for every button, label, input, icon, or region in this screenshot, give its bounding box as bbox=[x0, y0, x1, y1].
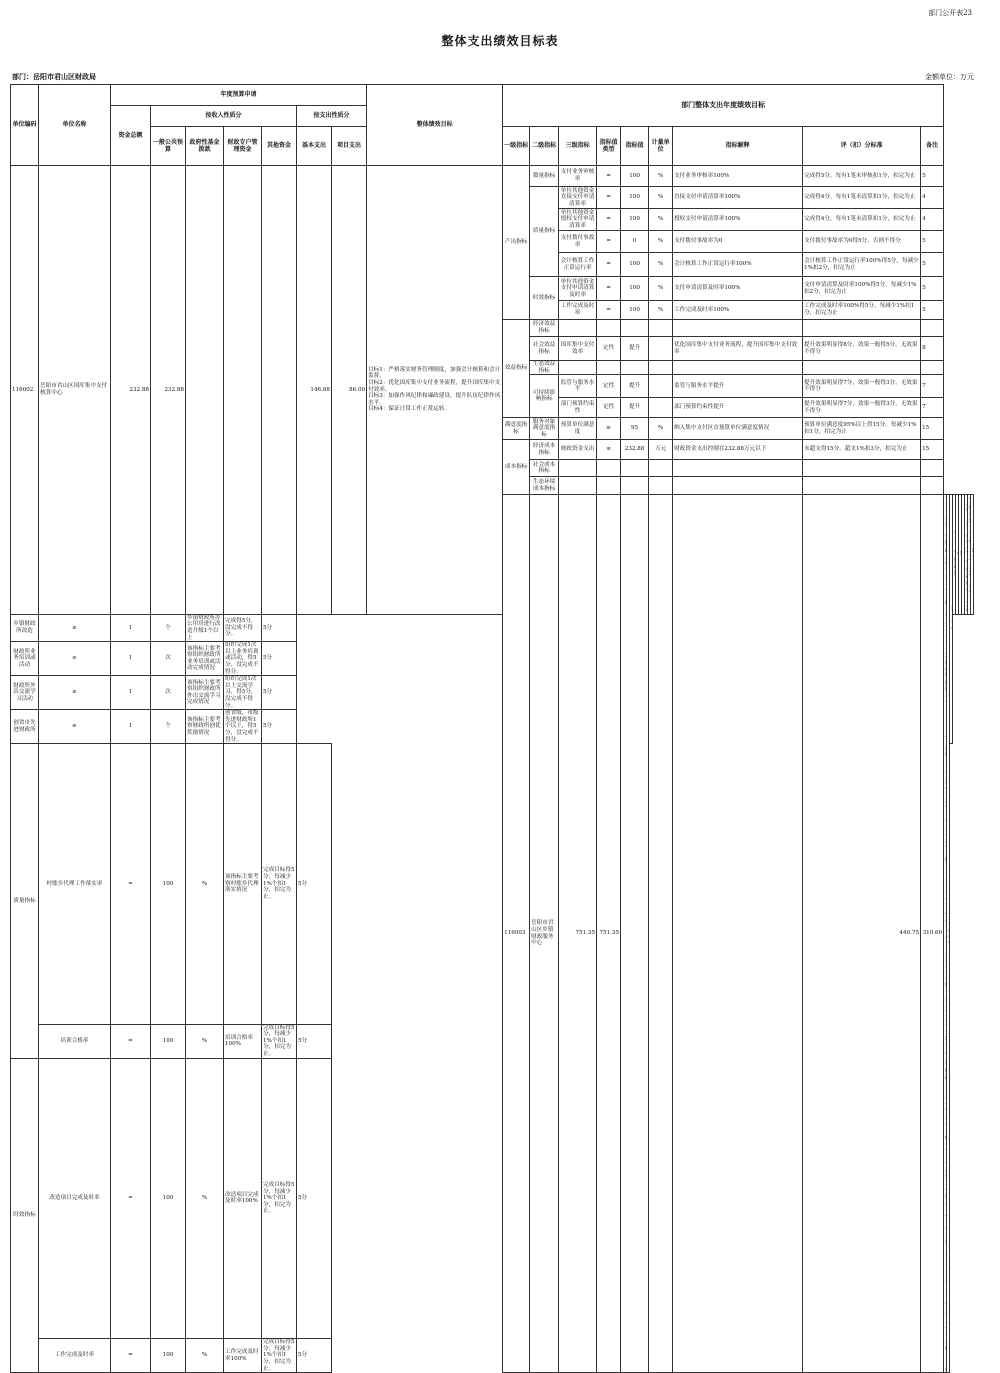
measure-unit: % bbox=[649, 301, 673, 320]
lvl3-indicator: 部门预算约束性 bbox=[559, 398, 597, 418]
score-standard: 提升效果明显得7分，效果一般得3分，无效果不得分 bbox=[803, 398, 921, 418]
score-standard: 未超支得15分，超支1%扣3分，扣完为止 bbox=[803, 440, 921, 460]
score-standard: 组织完成1次以上业务培训或活动，得5分，没完成不得分。 bbox=[224, 642, 262, 676]
header-general: 一般公共预算 bbox=[151, 127, 186, 166]
unit-code: 116003 bbox=[503, 495, 530, 1373]
performance-target-table bbox=[10, 84, 974, 1373]
score-standard: 支付申请清算及时率100%得5分，每减少1%扣2分，扣完为止 bbox=[803, 277, 921, 301]
lvl3-indicator: 国库集中支付效率 bbox=[559, 337, 597, 361]
header-lvl1: 一级指标 bbox=[503, 127, 530, 166]
score-standard: 完成目标得5分，每减少1%个扣1分，扣完为止。 bbox=[262, 744, 297, 1025]
header-overall-goal: 整体绩效目标 bbox=[367, 85, 503, 166]
lvl3-indicator: 支付拨付事故率 bbox=[559, 231, 597, 253]
indicator-type: = bbox=[597, 301, 621, 320]
indicator-explain: 该指标主要考察财政所创优奖励情况 bbox=[186, 710, 224, 744]
lvl2-social-benefit: 社会效益指标 bbox=[530, 337, 559, 361]
score-standard: 完成得5分，每有1笔未审核扣1分，扣完为止 bbox=[803, 166, 921, 187]
header-remark: 备注 bbox=[921, 127, 944, 166]
score-standard: 完成目标得5分，每减少1%个扣1分，扣完为止。 bbox=[262, 1058, 297, 1339]
lvl3-indicator: 工作完成及时率 bbox=[559, 301, 597, 320]
measure-unit: % bbox=[649, 231, 673, 253]
indicator-explain: 纳入集中支付区直预算单位满意度情况 bbox=[673, 418, 803, 440]
remark: 5 bbox=[921, 253, 944, 277]
lvl2-timeliness: 时效指标 bbox=[11, 1058, 39, 1373]
indicator-value: 100 bbox=[151, 1024, 186, 1058]
header-total: 资金总额 bbox=[111, 106, 151, 166]
indicator-type: 定性 bbox=[597, 375, 621, 398]
gov-fund-amount bbox=[186, 166, 224, 615]
unit-code: 116002 bbox=[11, 166, 39, 615]
lvl3-indicator: 培训合格率 bbox=[39, 1024, 111, 1058]
table-row bbox=[11, 166, 974, 187]
score-standard: 会计核算工作正常运行率100%得5分，每减少1%扣2分，扣完为止 bbox=[803, 253, 921, 277]
indicator-type: = bbox=[597, 231, 621, 253]
header-lvl2: 二级指标 bbox=[530, 127, 559, 166]
indicator-value: 100 bbox=[151, 744, 186, 1025]
measure-unit bbox=[649, 375, 673, 398]
measure-unit bbox=[649, 337, 673, 361]
score-standard: 完成目标得5分，每减少1%个扣1分，扣完为止。 bbox=[263, 1024, 295, 1058]
lvl1-cost: 成本指标 bbox=[503, 440, 530, 495]
lvl3-indicator: 村账乡代理工作落实率 bbox=[39, 744, 111, 1025]
indicator-value: 0 bbox=[621, 231, 649, 253]
measure-unit: % bbox=[649, 209, 673, 231]
indicator-value: 1 bbox=[111, 676, 151, 710]
lvl2-social-cost: 社会成本指标 bbox=[530, 460, 559, 477]
lvl3-indicator: 改造项目完成及时率 bbox=[39, 1058, 111, 1339]
indicator-type: = bbox=[597, 166, 621, 187]
lvl2-quantity: 数量指标 bbox=[530, 166, 559, 187]
indicator-explain: 该指标主要考察村账乡代理落实情况 bbox=[224, 744, 262, 1025]
fin-special-amount bbox=[224, 166, 262, 615]
indicator-explain: 改造项目完成及时率100% bbox=[224, 1058, 262, 1339]
lvl2-eco-cost: 生态环境成本指标 bbox=[530, 477, 559, 495]
lvl3-indicator: 监管与服务水平 bbox=[559, 375, 597, 398]
measure-unit: % bbox=[649, 187, 673, 209]
measure-unit: 次 bbox=[151, 676, 186, 710]
indicator-explain: 部门预算约束性提升 bbox=[673, 398, 803, 418]
header-lvl3: 三级指标 bbox=[559, 127, 597, 166]
score-standard: 完成得4分，每有1笔未清算扣1分，扣完为止 bbox=[803, 187, 921, 209]
measure-unit: % bbox=[649, 277, 673, 301]
indicator-type: = bbox=[111, 1024, 151, 1058]
remark: 15 bbox=[921, 440, 944, 460]
remark: 7 bbox=[921, 398, 944, 418]
score-standard: 完成得4分，每有1笔未清算扣1分，扣完为止 bbox=[803, 209, 921, 231]
indicator-explain: 支付业务审核率100% bbox=[673, 166, 803, 187]
page-number: 部门公开表23 bbox=[928, 9, 972, 17]
remark: 4 bbox=[921, 187, 944, 209]
basic-expense: 440.75 bbox=[803, 495, 921, 1373]
other-amount bbox=[262, 166, 297, 615]
measure-unit: 个 bbox=[151, 614, 186, 641]
indicator-explain: 培训合格率100% bbox=[224, 1024, 262, 1058]
department-label: 部门：岳阳市君山区财政局 bbox=[12, 72, 96, 81]
indicator-type: ≥ bbox=[39, 614, 111, 641]
fin-special-amount bbox=[649, 495, 673, 1373]
header-basic: 基本支出 bbox=[297, 127, 332, 166]
indicator-explain: 财政资金支出控制在232.88万元以下 bbox=[673, 440, 803, 460]
indicator-value: 100 bbox=[621, 277, 649, 301]
indicator-type: = bbox=[111, 1058, 151, 1339]
score-standard: 完成得5分，没完成不得分。 bbox=[224, 614, 262, 641]
indicator-type: ≤ bbox=[597, 440, 621, 460]
basic-expense: 146.88 bbox=[297, 166, 332, 615]
remark: 5 bbox=[921, 277, 944, 301]
header-by-nature: 按支出性质分 bbox=[297, 106, 367, 127]
remark: 5分 bbox=[297, 1024, 332, 1058]
header-budget-apply: 年度预算申请 bbox=[111, 85, 367, 106]
gov-fund-amount bbox=[621, 495, 649, 1373]
measure-unit: 次 bbox=[151, 642, 186, 676]
lvl2-sustain: 可持续影响指标 bbox=[530, 375, 559, 418]
lvl3-indicator: 财政所业务培训或活动 bbox=[11, 642, 39, 676]
lvl3-indicator: 工作完成及时率 bbox=[39, 1339, 111, 1373]
measure-unit: 个 bbox=[151, 710, 186, 744]
header-unit-name: 单位名称 bbox=[39, 85, 111, 166]
other-amount bbox=[673, 495, 803, 1373]
indicator-type: 定性 bbox=[597, 398, 621, 418]
lvl3-indicator: 财政所外出交流学习活动 bbox=[11, 676, 39, 710]
lvl3-indicator: 支付业务审核率 bbox=[559, 166, 597, 187]
unit-name: 岳阳市君山区国库集中支付核算中心 bbox=[39, 166, 111, 615]
indicator-value: 100 bbox=[621, 166, 649, 187]
indicator-type: = bbox=[111, 1339, 151, 1373]
lvl3-indicator: 会计核算工作正常运行率 bbox=[559, 253, 597, 277]
page-title: 整体支出绩效目标表 bbox=[441, 34, 559, 48]
remark: 5分 bbox=[262, 614, 297, 641]
lvl3-indicator: 单位其他资金直接支付申请清算率 bbox=[559, 187, 597, 209]
lvl1-benefit: 效益指标 bbox=[503, 320, 530, 418]
score-standard: 组织完成1次以上交流学习，得5分，没完成不得分。 bbox=[224, 676, 262, 710]
header-explain: 指标解释 bbox=[673, 127, 803, 166]
lvl3-indicator: 财政资金支出 bbox=[559, 440, 597, 460]
header-ind-val: 指标值 bbox=[621, 127, 649, 166]
remark: 15 bbox=[921, 418, 944, 440]
remark bbox=[970, 495, 973, 615]
total-amount: 751.35 bbox=[559, 495, 597, 1373]
indicator-value: 100 bbox=[151, 1339, 186, 1373]
score-standard: 创省级、市级先进财政所1个以上，得5分，没完成不得分。 bbox=[224, 710, 262, 744]
indicator-explain: 授权支付申请清算率100% bbox=[673, 209, 803, 231]
measure-unit: % bbox=[649, 418, 673, 440]
lvl3-indicator: 单位其他资金支付申请清算及时率 bbox=[559, 277, 597, 301]
score-standard: 工作完成及时率100%得5分，每减少1%扣1分，扣完为止 bbox=[803, 301, 921, 320]
header-fin-special: 财政专户管理资金 bbox=[224, 127, 262, 166]
lvl2-econ-benefit: 经济效益指标 bbox=[530, 320, 559, 337]
indicator-type: 定性 bbox=[597, 337, 621, 361]
measure-unit: % bbox=[649, 253, 673, 277]
lvl2-quality: 质量指标 bbox=[530, 187, 559, 277]
score-standard: 完成目标得5分，每减少1%个扣1分，扣完为止。 bbox=[263, 1339, 295, 1372]
indicator-type: ≥ bbox=[39, 676, 111, 710]
indicator-type: = bbox=[111, 744, 151, 1025]
indicator-explain: 该指标主要考察组织财政所业务培训或活动完成情况 bbox=[186, 642, 224, 676]
indicator-explain: 直接支付申请清算率100% bbox=[673, 187, 803, 209]
total-amount: 232.88 bbox=[111, 166, 151, 615]
lvl3-indicator: 预算单位满意度 bbox=[559, 418, 597, 440]
indicator-value: 提升 bbox=[621, 375, 649, 398]
header-project: 项目支出 bbox=[332, 127, 367, 166]
indicator-type: ≥ bbox=[597, 418, 621, 440]
indicator-explain: 工作完成及时率100% bbox=[673, 301, 803, 320]
score-standard: 提升效果明显得8分，效果一般得5分，无效果不得分 bbox=[803, 337, 921, 361]
lvl3-indicator: 创省市先进财政所 bbox=[11, 710, 39, 744]
header-score: 评（扣）分标准 bbox=[803, 127, 921, 166]
lvl2-econ-cost: 经济成本指标 bbox=[530, 440, 559, 460]
header-gov-fund: 政府性基金拨款 bbox=[186, 127, 224, 166]
measure-unit: % bbox=[186, 744, 224, 1025]
lvl2-service-satisfaction: 服务对象满意度指标 bbox=[530, 418, 559, 440]
indicator-value: 100 bbox=[621, 209, 649, 231]
lvl3-indicator: 乡镇财政所改造 bbox=[11, 614, 39, 641]
lvl2-timeliness: 时效指标 bbox=[530, 277, 559, 320]
indicator-value: 提升 bbox=[621, 337, 649, 361]
measure-unit: % bbox=[649, 166, 673, 187]
remark: 7 bbox=[921, 375, 944, 398]
indicator-value: 提升 bbox=[621, 398, 649, 418]
remark: 5分 bbox=[262, 676, 297, 710]
remark: 5分 bbox=[262, 642, 297, 676]
indicator-value: 100 bbox=[151, 1058, 186, 1339]
remark: 5分 bbox=[297, 1339, 332, 1373]
remark: 5分 bbox=[297, 1058, 332, 1339]
header-code: 单位编码 bbox=[11, 85, 39, 166]
measure-unit: % bbox=[186, 1058, 224, 1339]
lvl3-indicator: 单位其他资金授权支付申请清算率 bbox=[559, 209, 597, 231]
indicator-explain: 会计核算工作正常运行率100% bbox=[673, 253, 803, 277]
project-expense: 86.00 bbox=[332, 166, 367, 615]
project-expense: 310.60 bbox=[921, 495, 944, 1373]
indicator-type: = bbox=[597, 187, 621, 209]
indicator-explain: 该指标主要考察组织财政所外出交流学习完成情况 bbox=[186, 676, 224, 710]
indicator-value: 1 bbox=[111, 710, 151, 744]
indicator-explain: 优化国库集中支付业务流程，提升国库集中支付效率 bbox=[673, 337, 803, 361]
score-standard: 提升效果明显得7分，效果一般得3分，无效果不得分 bbox=[803, 375, 921, 398]
remark: 8 bbox=[921, 337, 944, 361]
remark: 4 bbox=[921, 209, 944, 231]
general-budget: 232.88 bbox=[151, 166, 186, 615]
general-budget: 751.35 bbox=[597, 495, 621, 1373]
overall-goal-text: 目标1：严格落实财务管理制度，加强会计核算和会计监督。 目标2：优化国库集中支付业务流程，提升国库集中支付效率。 目标3：加强作风纪律和廉政建设，提升队伍纪律作风水平。 目标4：保证日常工作正常运转。 bbox=[367, 166, 503, 615]
lvl2-quality: 质量指标 bbox=[11, 744, 39, 1059]
indicator-explain: 支付拨付事故率为0 bbox=[673, 231, 803, 253]
remark: 5 bbox=[921, 166, 944, 187]
header-measure-unit: 计量单位 bbox=[649, 127, 673, 166]
header-other: 其他资金 bbox=[262, 127, 297, 166]
indicator-type: = bbox=[597, 253, 621, 277]
header-ind-type: 指标值类型 bbox=[597, 127, 621, 166]
indicator-value: 1 bbox=[111, 642, 151, 676]
lvl2-eco-benefit: 生态效益指标 bbox=[530, 361, 559, 375]
indicator-value: 100 bbox=[621, 253, 649, 277]
unit-name: 岳阳市君山区乡镇财政服务中心 bbox=[530, 495, 559, 1373]
remark: 5分 bbox=[262, 710, 297, 744]
indicator-value: 232.88 bbox=[621, 440, 649, 460]
indicator-type: ≥ bbox=[39, 642, 111, 676]
indicator-explain: 乡镇财政所办公用房进行改造升级1个以上 bbox=[186, 614, 224, 641]
score-standard: 支付拨付事故率为0得5分，否则不得分 bbox=[803, 231, 921, 253]
indicator-type: ≥ bbox=[39, 710, 111, 744]
indicator-explain: 监管与服务水平提升 bbox=[673, 375, 803, 398]
remark: 5 bbox=[921, 301, 944, 320]
header-by-source: 按收入性质分 bbox=[151, 106, 297, 127]
measure-unit: 万元 bbox=[649, 440, 673, 460]
indicator-explain: 支付申请清算及时率100% bbox=[673, 277, 803, 301]
lvl1-output: 产出指标 bbox=[503, 166, 530, 320]
remark: 5分 bbox=[297, 744, 332, 1025]
measure-unit bbox=[649, 398, 673, 418]
lvl1-satisfaction: 满意度指标 bbox=[503, 418, 530, 440]
indicator-type: = bbox=[597, 277, 621, 301]
indicator-value: 1 bbox=[111, 614, 151, 641]
measure-unit: % bbox=[186, 1024, 224, 1058]
header-dept-goal: 部门整体支出年度绩效目标 bbox=[503, 85, 944, 127]
indicator-explain: 工作完成及时率100% bbox=[224, 1339, 262, 1373]
indicator-type: = bbox=[597, 209, 621, 231]
indicator-value: 95 bbox=[621, 418, 649, 440]
amount-unit-label: 金额单位：万元 bbox=[925, 73, 974, 81]
indicator-value: 100 bbox=[621, 187, 649, 209]
score-standard: 预算单位满意度95%以上得15分，每减少1%扣1分，扣完为止 bbox=[803, 418, 921, 440]
remark: 5 bbox=[921, 231, 944, 253]
measure-unit: % bbox=[186, 1339, 224, 1373]
indicator-value: 100 bbox=[621, 301, 649, 320]
